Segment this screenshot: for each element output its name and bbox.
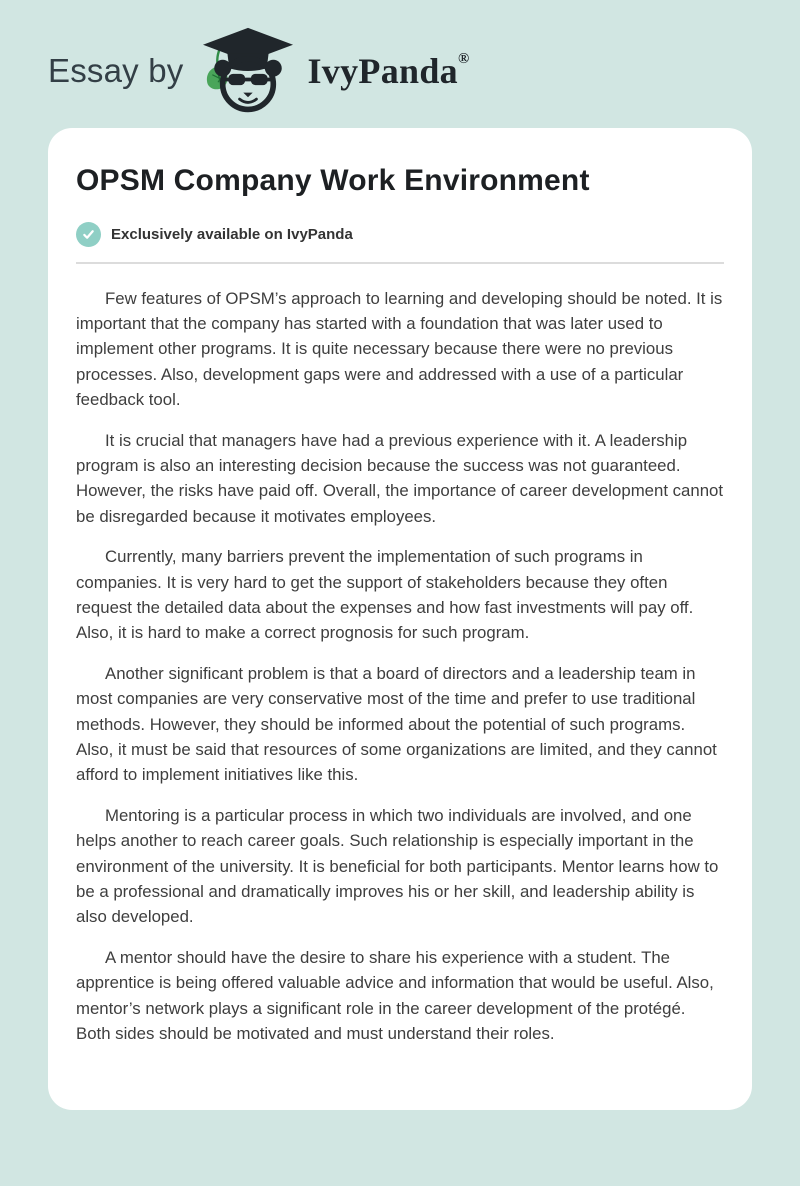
divider	[76, 262, 724, 264]
exclusive-badge	[76, 222, 724, 247]
site-header	[48, 26, 752, 116]
essay-paragraph-1: Few features of OPSM’s approach to learning and developing should be noted. It is important that the company has started with a foundation that was later used to implement other programs. It is quite necessary because there were no previous processes. Also, development gaps were and addressed with a use of a particular feedback tool.	[76, 288, 723, 410]
essay-body	[76, 286, 724, 1047]
check-icon	[76, 222, 101, 247]
ivypanda-panda-logo-icon	[198, 26, 298, 116]
brand-name	[308, 50, 470, 92]
essay-paragraph-3: Currently, many barriers prevent the implementation of such programs in companies. It is very hard to get the support of stakeholders because they often request the detailed data about the expenses and how fast investments will pay off. Also, it is hard to make a correct prognosis for such program.	[76, 547, 694, 643]
essay-title: OPSM Company Work Environment	[76, 164, 590, 197]
essay-paragraph-6: A mentor should have the desire to share his experience with a student. The apprentice is being offered valuable advice and information that would be useful. Also, mentor’s network plays a significant role in the career development of the protégé. Both sides should be motivated and must understand their roles.	[76, 947, 714, 1044]
essay-paragraph-5: Mentoring is a particular process in which two individuals are involved, and one helps another to reach career goals. Such relationship is especially important in the environment of the university. It is beneficial for both participants. Mentor learns how to be a professional and dramatically improves his or her skill, and leadership ability is also developed.	[76, 805, 719, 927]
essay-card	[48, 128, 752, 1110]
essay-paragraph-4: Another significant problem is that a board of directors and a leadership team in most companies are very conservative most of the time and prefer to use traditional methods. However, they should be informed about the potential of such programs. Also, it must be said that resources of some organizations are limited, and they cannot afford to implement initiatives like this.	[76, 663, 717, 785]
brand-text: IvyPanda	[307, 51, 458, 91]
essay-by-label: Essay by	[48, 52, 184, 89]
registered-mark: ®	[457, 51, 470, 67]
exclusive-badge-text: Exclusively available on IvyPanda	[111, 225, 353, 243]
essay-paragraph-2: It is crucial that managers have had a previous experience with it. A leadership program is also an interesting decision because the success was not guaranteed. However, the risks have paid off. Overall, the importance of career development cannot be disregarded because it motivates employees.	[76, 430, 724, 526]
